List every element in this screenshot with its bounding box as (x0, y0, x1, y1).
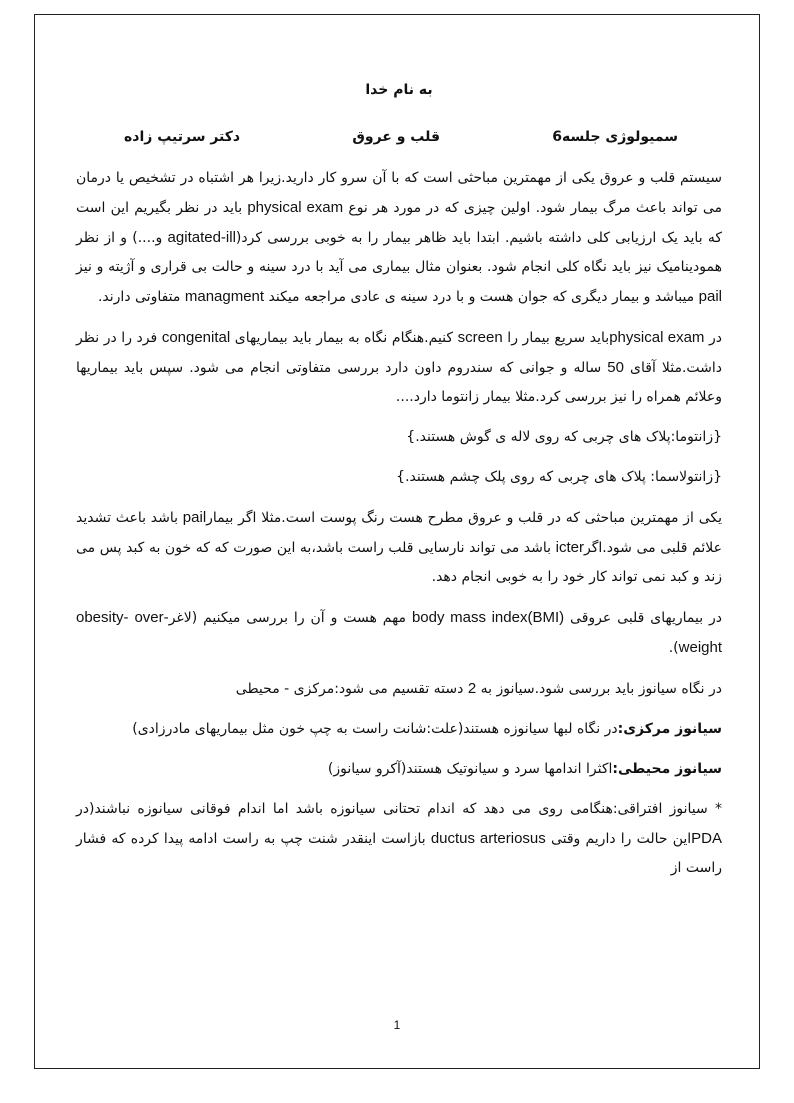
session-label: سمیولوژی جلسه6 (552, 129, 678, 145)
peripheral-cyanosis-label: سیانوز محیطی: (612, 761, 722, 777)
age-number: 50 (607, 359, 624, 376)
paragraph-central-cyanosis: سیانوز مرکزی:در نگاه لبها سیانوزه هستند(علت:شانت راست به چپ خون مثل بیماریهای مادرزادی) (132, 721, 722, 737)
term-over-weight: over weight (134, 609, 722, 656)
term-bmi: body mass index(BMI) (411, 609, 565, 626)
term-obesity: obesity- (76, 609, 129, 626)
paragraph-xanthoma: {زانتوما:پلاک های چربی که روی لاله ی گوش هستند.} (406, 429, 722, 445)
paragraph-bmi: در بیماریهای قلبی عروقی body mass index(BMI) مهم هست و آن را بررسی میکنیم (لاغر-obesity- over weight). (76, 609, 723, 656)
paragraph-differential-cyanosis: * سیانوز افتراقی:هنگامی روی می دهد که اندام تحتانی سیانوزه باشد اما اندام فوقانی سیانوزه نباشند(در PDAاین حالت را داریم وقتی ductus arteriosus بازاست اینقدر شنت چپ به راست ادامه پیدا کرده که فشار راست از (76, 801, 722, 876)
count-number: 2 (467, 680, 477, 697)
term-pail-2: pail (182, 509, 207, 526)
term-icter: icter (555, 539, 584, 556)
term-physical-exam: physical exam (247, 199, 344, 216)
term-pail: pail (698, 288, 722, 305)
term-physical-exam-2: physical exam (609, 329, 705, 346)
page-number: 1 (393, 1018, 401, 1032)
term-ductus-arteriosus: ductus arteriosus (430, 830, 546, 847)
teacher-label: دکتر سرتیپ زاده (124, 129, 241, 145)
page-title: به نام خدا (365, 82, 433, 98)
paragraph-intro: سیستم قلب و عروق یکی از مهمترین مباحثی است که با آن سرو کار دارید.زیرا هر اشتباه در تشخیص یا درمان می تواند باعث مرگ بیمار شود. اولین چیزی که در مورد هر نوع physical exam باید در نظر بگیریم این است که باید یک ارزیابی کلی داشته باشیم. ابتدا باید ظاهر بیمار را به خوبی بررسی کرد(agitated-ill و....) و از نظر همودینامیک نیز باید نگاه کلی انجام شود. بعنوان مثال بیماری می آید با درد سینه و حالت بی قراری و آژیته و نیز pail میباشد و بیمار دیگری که جوان هست و با درد سینه ی عادی مراجعه میکند managment متفاوتی دارند. (76, 170, 723, 305)
header-row (76, 123, 722, 152)
term-congenital: congenital (161, 329, 231, 346)
paragraph-xanthelasma: {زانتولاسما: پلاک های چربی که روی پلک چشم هستند.} (396, 469, 722, 485)
paragraph-skin-color: یکی از مهمترین مباحثی که در قلب و عروق مطرح هست رنگ پوست است.مثلا اگر بیمارpail باشد باعث تشدید علائم قلبی می شود.اگرicter باشد می تواند نارسایی قلب راست باشد،به این صورت که که خون به کبد پس می زند و کبد نمی تواند کار خود را به خوبی انجام دهد. (76, 509, 722, 585)
paragraph-screen: در physical examباید سریع بیمار را screen کنیم.هنگام نگاه به بیمار باید بیماریهای congenital فرد را در نظر داشت.مثلا آقای 50 ساله و جوانی که سندروم داون دارد بررسی متفاوتی انجام می شود. سپس باید بیماریها وعلائم همراه را نیز بررسی کرد.مثلا بیمار زانتوما دارد.... (76, 329, 723, 405)
topic-label: قلب و عروق (352, 129, 440, 145)
paragraph-peripheral-cyanosis: سیانوز محیطی:اکثرا اندامها سرد و سیانوتیک هستند(آکرو سیانوز) (327, 761, 722, 777)
paragraph-cyanosis: در نگاه سیانوز باید بررسی شود.سیانوز به 2 دسته تقسیم می شود:مرکزی - محیطی (235, 680, 722, 697)
central-cyanosis-label: سیانوز مرکزی: (617, 721, 722, 737)
term-managment: managment (184, 288, 265, 305)
term-screen: screen (457, 329, 503, 346)
term-agitated-ill: agitated-ill (167, 229, 236, 246)
term-pda: PDA (691, 830, 722, 847)
document-body (76, 76, 722, 894)
